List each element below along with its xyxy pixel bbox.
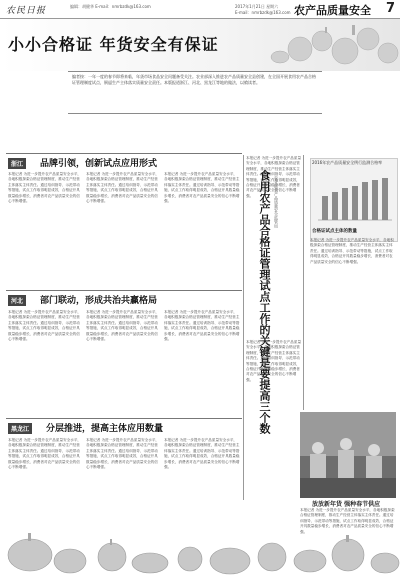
paper-name: 农民日报 <box>6 6 47 16</box>
chart-title: 2016年农产品质量安全例行监测合格率 <box>312 160 383 165</box>
chart-subheading: 合格证试点主体的数量 <box>312 229 357 234</box>
body-column: 本报记者 为进一步提升农产品质量安全水平，各地积极探索合格证管理制度，推动生产经营主体落实主体责任。通过培训指导、示范带动等措施，试点工作取得明显成效，合格证开具数量稳步增长，消费者对农产品质量安全的信心不断增强。 <box>310 238 394 264</box>
lead-top-rule <box>68 71 322 72</box>
section-tag-hebei: 河北 <box>8 295 26 306</box>
section-title: 农产品质量安全 <box>294 4 371 17</box>
vertical-headline: 食用农产品合格证管理试点工作的关键是要提高三个数 <box>258 170 271 434</box>
section-title-heilongjiang: 分层推进，提高主体应用数量 <box>46 424 164 434</box>
body-column: 本报记者 为进一步提升农产品质量安全水平，各地积极探索合格证管理制度，推动生产经营主体落实主体责任。通过培训指导、示范带动等措施，试点工作取得明显成效，合格证开具数量稳步增长，消费者对农产品质量安全的信心不断增强。 <box>246 340 302 382</box>
footer-produce-illustration <box>0 503 400 575</box>
photo-caption: 放放新年货 强种春节供应 <box>312 501 381 508</box>
section-title-zhejiang: 品牌引领，创新试点应用形式 <box>40 159 158 169</box>
date-line: 2017年1月21日 星期六 <box>235 4 279 9</box>
section-title-hebei: 部门联动，形成共治共赢格局 <box>40 296 158 306</box>
column-divider <box>303 155 304 410</box>
body-column: 本报记者 为进一步提升农产品质量安全水平，各地积极探索合格证管理制度，推动生产经营主体落实主体责任。通过培训指导、示范带动等措施，试点工作取得明显成效，合格证开具数量稳步增长，消费者对农产品质量安全的信心不断增强。 <box>86 310 160 342</box>
chart-bar <box>382 178 388 220</box>
body-column: 本报记者 为进一步提升农产品质量安全水平，各地积极探索合格证管理制度，推动生产经营主体落实主体责任。通过培训指导、示范带动等措施，试点工作取得明显成效，合格证开具数量稳步增长，消费者对农产品质量安全的信心不断增强。 <box>8 172 82 204</box>
section-tag-zhejiang: 浙江 <box>8 158 26 169</box>
email-line: E-mail：nmrbzdk@163.com <box>235 10 291 15</box>
vertical-byline: 农业部农产品质量安全监管局 <box>274 176 279 228</box>
chart-bar <box>362 182 368 220</box>
photo-image <box>300 412 396 498</box>
body-column: 本报记者 为进一步提升农产品质量安全水平，各地积极探索合格证管理制度，推动生产经营主体落实主体责任。通过培训指导、示范带动等措施，试点工作取得明显成效，合格证开具数量稳步增长，消费者对农产品质量安全的信心不断增强。 <box>86 438 160 470</box>
body-column: 本报记者 为进一步提升农产品质量安全水平，各地积极探索合格证管理制度，推动生产经营主体落实主体责任。通过培训指导、示范带动等措施，试点工作取得明显成效，合格证开具数量稳步增长，消费者对农产品质量安全的信心不断增强。 <box>300 508 395 534</box>
lead-bottom-rule <box>68 113 322 114</box>
chart-bar <box>342 188 348 220</box>
chart-bar <box>372 180 378 220</box>
chart-bar <box>332 192 338 220</box>
body-column: 本报记者 为进一步提升农产品质量安全水平，各地积极探索合格证管理制度，推动生产经营主体落实主体责任。通过培训指导、示范带动等措施，试点工作取得明显成效，合格证开具数量稳步增长，消费者对农产品质量安全的信心不断增强。 <box>164 310 240 342</box>
body-column: 本报记者 为进一步提升农产品质量安全水平，各地积极探索合格证管理制度，推动生产经营主体落实主体责任。通过培训指导、示范带动等措施，试点工作取得明显成效，合格证开具数量稳步增长，消费者对农产品质量安全的信心不断增强。 <box>8 438 82 470</box>
lead-paragraph: 编者按：一年一度的春节即将来临，年货市场食品安全问题备受关注。农业部深入推进农产品质量安全县创建，在全国开展食用农产品合格证管理制度试点，倒逼生产主体落实质量安全责任。本版报道浙江、河北、黑龙江等地的做法，以飨读者。 <box>72 74 316 85</box>
section-rule <box>6 418 242 419</box>
chart-bar <box>322 196 328 220</box>
news-photo <box>300 412 396 498</box>
column-divider <box>243 155 244 500</box>
bar-chart <box>310 168 396 226</box>
page-number: 7 <box>386 1 396 16</box>
page-headline: 小小合格证 年货安全有保证 <box>8 35 219 54</box>
section-tag-heilongjiang: 黑龙江 <box>8 423 32 434</box>
section-rule <box>6 153 242 154</box>
body-column: 本报记者 为进一步提升农产品质量安全水平，各地积极探索合格证管理制度，推动生产经营主体落实主体责任。通过培训指导、示范带动等措施，试点工作取得明显成效，合格证开具数量稳步增长，消费者对农产品质量安全的信心不断增强。 <box>164 438 240 470</box>
body-column: 本报记者 为进一步提升农产品质量安全水平，各地积极探索合格证管理制度，推动生产经营主体落实主体责任。通过培训指导、示范带动等措施，试点工作取得明显成效，合格证开具数量稳步增长，消费者对农产品质量安全的信心不断增强。 <box>86 172 160 204</box>
body-column: 本报记者 为进一步提升农产品质量安全水平，各地积极探索合格证管理制度，推动生产经营主体落实主体责任。通过培训指导、示范带动等措施，试点工作取得明显成效，合格证开具数量稳步增长，消费者对农产品质量安全的信心不断增强。 <box>246 156 302 198</box>
section-rule <box>6 290 242 291</box>
editor-line: 编辑：胡健华 E-mail：nmrbzdk@163.com <box>70 4 151 9</box>
body-column: 本报记者 为进一步提升农产品质量安全水平，各地积极探索合格证管理制度，推动生产经营主体落实主体责任。通过培训指导、示范带动等措施，试点工作取得明显成效，合格证开具数量稳步增长，消费者对农产品质量安全的信心不断增强。 <box>164 172 240 204</box>
body-column: 本报记者 为进一步提升农产品质量安全水平，各地积极探索合格证管理制度，推动生产经营主体落实主体责任。通过培训指导、示范带动等措施，试点工作取得明显成效，合格证开具数量稳步增长，消费者对农产品质量安全的信心不断增强。 <box>8 310 82 342</box>
chart-bar <box>352 186 358 220</box>
